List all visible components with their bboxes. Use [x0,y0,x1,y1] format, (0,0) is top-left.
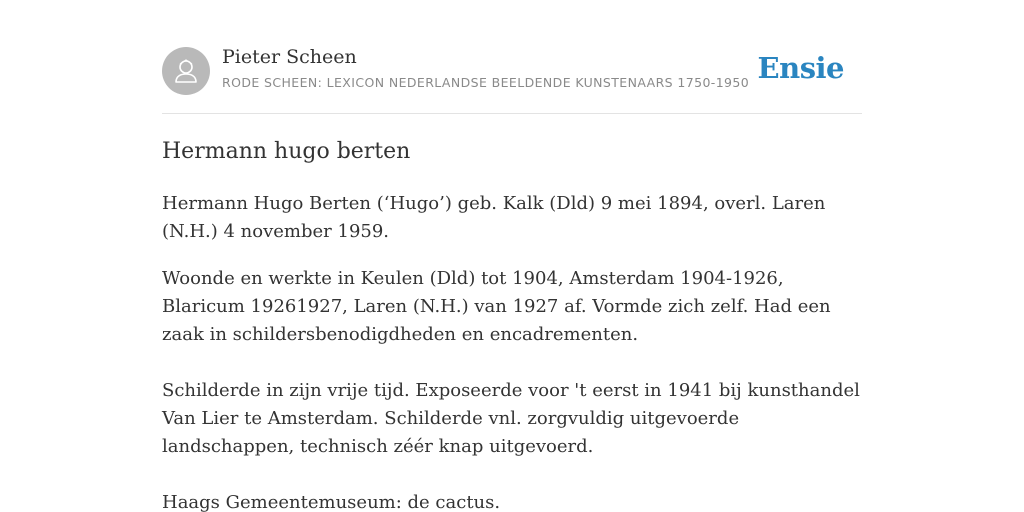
article-paragraph-1: Hermann Hugo Berten (‘Hugo’) geb. Kalk (Dld) 9 mei 1894, overl. Laren (N.H.) 4 november 1959. [162,193,826,242]
avatar[interactable] [162,47,210,95]
ensie-logo[interactable]: Ensie [757,51,844,85]
article-paragraph-2: Woonde en werkte in Keulen (Dld) tot 1904, Amsterdam 1904-1926, Blaricum 19261927, Laren (N.H.) van 1927 af. Vormde zich zelf. Had een zaak in schildersbenodigdheden en encadrementen. [162,268,831,345]
page-container [162,0,862,512]
author-name[interactable]: Pieter Scheen [222,46,357,68]
user-silhouette-icon [162,47,210,95]
article-paragraph-3: Schilderde in zijn vrije tijd. Exposeerde voor 't eerst in 1941 bij kunsthandel Van Lier te Amsterdam. Schilderde vnl. zorgvuldig uitgevoerde landschappen, technisch zéér knap uitgevoerd. [162,380,860,457]
article-title: Hermann hugo berten [162,139,411,164]
author-header [162,0,862,114]
article-paragraph-4: Haags Gemeentemuseum: de cactus. [162,492,501,512]
source-name[interactable]: RODE SCHEEN: LEXICON NEDERLANDSE BEELDENDE KUNSTENAARS 1750-1950 [222,75,750,90]
